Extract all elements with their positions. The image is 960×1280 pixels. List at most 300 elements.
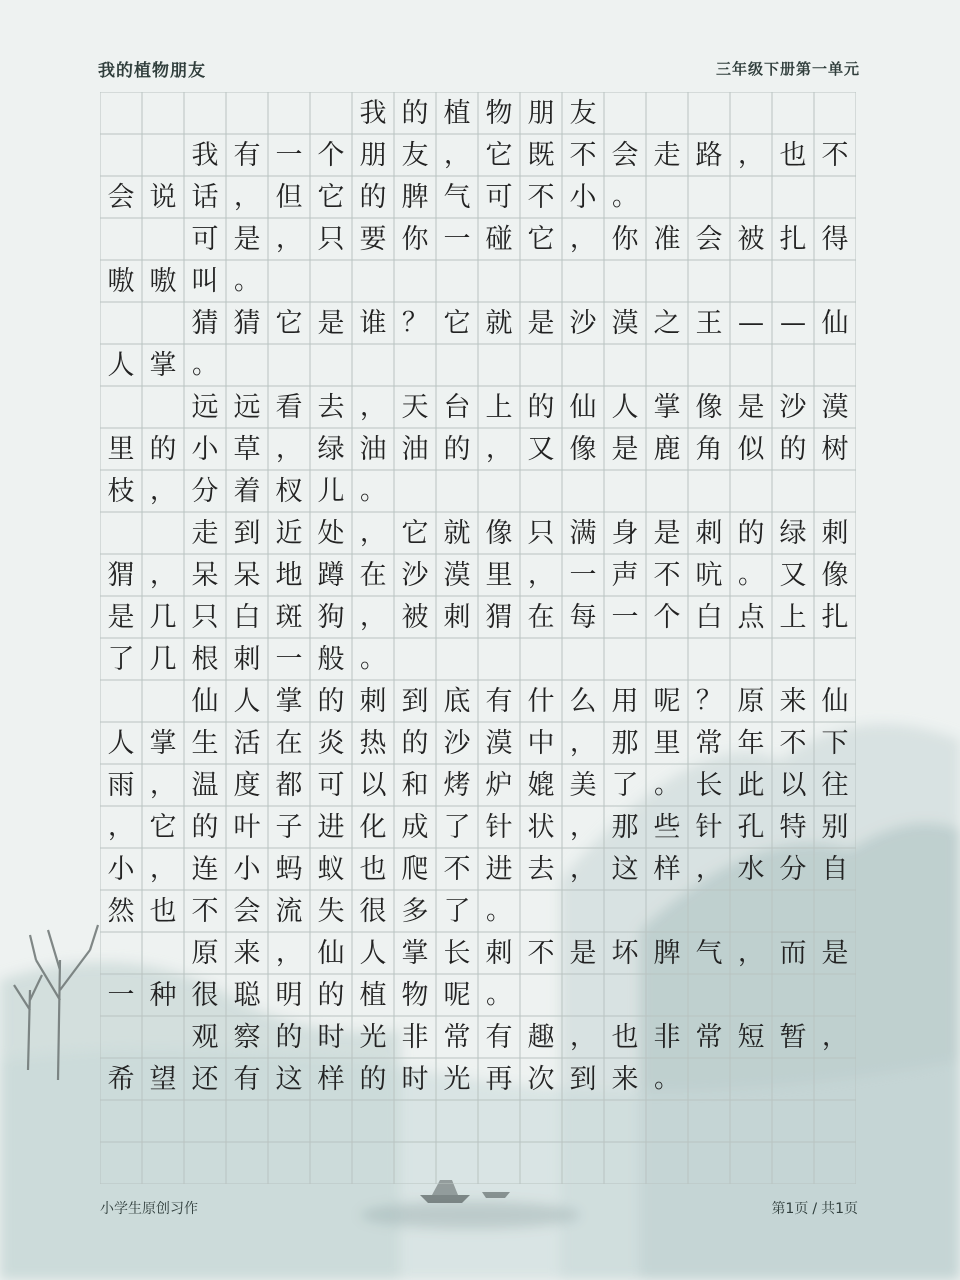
paragraph-7-char: ， [737,938,764,968]
header-essay-title: 我的植物朋友 [98,61,206,81]
paragraph-5-char: 近 [275,517,303,549]
paragraph-5-char: 里 [485,559,513,591]
paragraph-8-char: 光 [443,1063,471,1095]
paragraph-6-char: 生 [191,727,219,759]
paragraph-6-char: 失 [317,895,345,927]
paragraph-6-char: ？ [695,686,722,716]
paragraph-6-char: 底 [443,685,471,717]
paragraph-6-char: ， [569,854,596,884]
paragraph-6-char: 叶 [233,811,261,843]
paragraph-7-char: 一 [107,979,135,1011]
paragraph-1-char: 朋 [359,139,387,171]
title-char: 物 [485,97,513,129]
paragraph-4-char: 沙 [779,391,807,423]
paragraph-5-char: 几 [149,601,177,633]
paragraph-5-char: 身 [611,517,639,549]
paragraph-4-char: 角 [695,433,723,465]
paragraph-6-char: 。 [653,770,680,800]
paragraph-4-char: 台 [443,391,471,423]
paragraph-6-char: 可 [317,769,345,801]
paragraph-4-char: 是 [611,433,639,465]
paragraph-4-char: 鹿 [653,433,681,465]
paragraph-6-char: 自 [821,853,849,885]
paragraph-5-char: 。 [359,644,386,674]
paragraph-6-char: 热 [359,727,387,759]
paragraph-8-char: 希 [107,1063,135,1095]
paragraph-5-char: 只 [527,517,555,549]
paragraph-3-char: 人 [107,349,135,381]
paragraph-8-char: 暂 [779,1021,807,1053]
paragraph-4-char: ， [359,392,386,422]
paragraph-6-char: 到 [401,685,429,717]
paragraph-4-char: 去 [317,391,345,423]
paragraph-6-char: 在 [275,727,303,759]
paragraph-7-char: 长 [443,937,471,969]
paragraph-5-char: 每 [569,601,597,633]
paragraph-7-char: 原 [191,937,219,969]
paragraph-6-char: 掌 [149,727,177,759]
paragraph-5-char: 上 [779,601,807,633]
paragraph-6-char: 活 [233,727,261,759]
paragraph-2-char: 只 [317,223,345,255]
paragraph-5-char: 白 [233,601,261,633]
paragraph-5-char: 地 [275,559,303,591]
paragraph-7-char: 种 [149,979,177,1011]
paragraph-5-char: 吭 [695,559,723,591]
paragraph-4-char: 草 [233,433,261,465]
paragraph-6-char: 蚂 [275,853,303,885]
paragraph-3-char: — [738,308,764,338]
paragraph-5-char: 到 [233,517,261,549]
paragraph-6-char: 中 [527,727,555,759]
paragraph-3-char: 它 [275,307,303,339]
paragraph-7-char: 的 [317,979,345,1011]
paragraph-5-char: 个 [653,601,681,633]
paragraph-2-char: 你 [611,223,639,255]
paragraph-5-char: 刺 [233,643,261,675]
paragraph-6-char: 子 [275,811,303,843]
paragraph-7-char: 气 [695,937,723,969]
paragraph-3-char: 仙 [821,307,849,339]
paragraph-4-char: 里 [107,433,135,465]
paragraph-2-char: 嗷 [149,265,177,297]
paragraph-5-char: 蹲 [317,559,345,591]
paragraph-6-char: 孔 [737,811,765,843]
paragraph-6-char: 原 [737,685,765,717]
paragraph-1-char: 有 [233,139,261,171]
paragraph-6-char: 往 [821,769,849,801]
paragraph-8-char: 非 [401,1021,429,1053]
paragraph-1-char: 走 [653,139,681,171]
title-char: 友 [569,97,597,129]
paragraph-6-char: 分 [779,853,807,885]
paragraph-7-char: 物 [401,979,429,1011]
paragraph-6-char: 流 [275,895,303,927]
paragraph-5-char: 几 [149,643,177,675]
paragraph-6-char: 不 [191,895,219,927]
paragraph-5-char: 一 [569,559,597,591]
paragraph-5-char: 根 [191,643,219,675]
paragraph-5-char: 是 [107,601,135,633]
paragraph-2-char: 被 [737,223,765,255]
paragraph-8-char: ， [821,1022,848,1052]
paragraph-5-char: 猬 [107,559,135,591]
paragraph-4-char: 绿 [317,433,345,465]
paragraph-6-char: 小 [107,853,135,885]
paragraph-6-char: 样 [653,853,681,885]
paragraph-4-char: 看 [275,391,303,423]
paragraph-5-char: 像 [485,517,513,549]
paragraph-4-char: 天 [401,391,429,423]
paragraph-4-char: 是 [737,391,765,423]
paragraph-6-char: 水 [737,853,765,885]
paragraph-5-char: 就 [443,517,471,549]
paragraph-4-char: 小 [191,433,219,465]
paragraph-3-char: 就 [485,307,513,339]
paragraph-6-char: ， [569,728,596,758]
paragraph-8-char: 。 [653,1064,680,1094]
paragraph-6-char: 此 [737,769,765,801]
paragraph-6-char: 美 [569,769,597,801]
paragraph-5-char: 绿 [779,517,807,549]
composition-grid [100,92,856,1184]
paragraph-5-char: 点 [737,601,765,633]
page-indicator [769,1198,860,1218]
paragraph-6-char: 那 [611,727,639,759]
paragraph-6-char: 年 [737,727,765,759]
paragraph-3-char: 掌 [149,349,177,381]
paragraph-7-char: 坏 [611,937,639,969]
paragraph-3-char: 它 [443,307,471,339]
paragraph-1-char: ， [737,140,764,170]
paragraph-8-char: 时 [401,1063,429,1095]
paragraph-1-char: 不 [527,181,555,213]
paragraph-6-char: 沙 [443,727,471,759]
paragraph-6-char: 的 [317,685,345,717]
paragraph-5-char: 在 [527,601,555,633]
paragraph-1-char: 不 [821,139,849,171]
paragraph-5-char: 的 [737,517,765,549]
paragraph-6-char: 多 [401,895,429,927]
paragraph-8-char: 察 [233,1021,261,1053]
paragraph-6-char: 成 [401,811,429,843]
paragraph-8-char: 这 [275,1063,303,1095]
paragraph-6-char: 它 [149,811,177,843]
paragraph-1-char: 但 [275,181,303,213]
paragraph-6-char: 人 [233,685,261,717]
paragraph-6-char: 仙 [821,685,849,717]
paragraph-4-char: 远 [233,391,261,423]
paragraph-3-char: 猜 [233,307,261,339]
paragraph-6-char: 化 [359,811,387,843]
paragraph-6-char: 那 [611,811,639,843]
paragraph-8-char: 次 [527,1063,555,1095]
paragraph-5-char: 斑 [275,601,303,633]
page-current: 第1页 [771,1201,809,1217]
paragraph-6-char: 以 [779,769,807,801]
paragraph-4-char: 的 [149,433,177,465]
paragraph-2-char: 是 [233,223,261,255]
paragraph-7-char: 聪 [233,979,261,1011]
paragraph-6-char: 的 [191,811,219,843]
paragraph-2-char: 扎 [779,223,807,255]
paragraph-6-char: 很 [359,895,387,927]
paragraph-4-char: 人 [611,391,639,423]
paragraph-1-char: 它 [317,181,345,213]
paragraph-8-char: 常 [695,1021,723,1053]
paragraph-6-char: 以 [359,769,387,801]
paragraph-5-char: 呆 [233,559,261,591]
paragraph-5-char: 声 [611,559,639,591]
paragraph-4-char: 油 [401,433,429,465]
page-header [98,50,860,80]
paragraph-7-char: ， [275,938,302,968]
paragraph-6-char: 仙 [191,685,219,717]
paragraph-1-char: 小 [569,181,597,213]
paragraph-6-char: 用 [611,685,639,717]
paragraph-6-char: 呢 [653,685,681,717]
paragraph-8-char: 望 [149,1063,177,1095]
paragraph-6-char: 小 [233,853,261,885]
paragraph-5-char: 处 [317,517,345,549]
paragraph-2-char: 要 [359,223,387,255]
paragraph-6-char: 状 [527,811,555,843]
paragraph-1-char: 。 [611,182,638,212]
paragraph-7-char: 不 [527,937,555,969]
paragraph-8-char: 观 [191,1021,219,1053]
paragraph-5-char: 一 [275,643,303,675]
paragraph-7-char: 。 [485,980,512,1010]
paragraph-5-char: 扎 [821,601,849,633]
paragraph-4-char: ， [149,476,176,506]
paragraph-8-char: 趣 [527,1021,555,1053]
paragraph-2-char: ， [275,224,302,254]
paragraph-5-char: 不 [653,559,681,591]
paragraph-6-char: 进 [485,853,513,885]
paragraph-6-char: 特 [779,811,807,843]
paragraph-8-char: 再 [485,1063,513,1095]
paragraph-4-char: 。 [359,476,386,506]
paragraph-7-char: 是 [569,937,597,969]
paragraph-1-char: 会 [107,181,135,213]
paragraph-3-char: 是 [317,307,345,339]
paragraph-5-char: 般 [317,643,345,675]
paragraph-7-char: 刺 [485,937,513,969]
paragraph-3-char: 谁 [359,307,387,339]
paragraph-4-char: 的 [443,433,471,465]
paragraph-3-char: 王 [695,307,723,339]
paragraph-8-char: 时 [317,1021,345,1053]
paragraph-6-char: 度 [233,769,261,801]
paragraph-1-char: 不 [569,139,597,171]
paragraph-8-char: 也 [611,1021,639,1053]
paragraph-4-char: 上 [485,391,513,423]
paragraph-6-char: 常 [695,727,723,759]
paragraph-7-char: 而 [779,937,807,969]
paragraph-1-char: 它 [485,139,513,171]
paragraph-5-char: ， [359,602,386,632]
paragraph-6-char: 长 [695,769,723,801]
paragraph-4-char: 油 [359,433,387,465]
paragraph-4-char: ， [275,434,302,464]
paragraph-5-char: 沙 [401,559,429,591]
paragraph-6-char: 么 [569,685,597,717]
paragraph-5-char: ， [149,560,176,590]
paragraph-2-char: 得 [821,223,849,255]
paragraph-5-char: ， [527,560,554,590]
paragraph-6-char: 雨 [107,769,135,801]
paragraph-4-char: 掌 [653,391,681,423]
paragraph-4-char: 又 [527,433,555,465]
paragraph-6-char: 炉 [485,769,513,801]
paragraph-8-char: 的 [359,1063,387,1095]
paragraph-6-char: 刺 [359,685,387,717]
paragraph-7-char: 来 [233,937,261,969]
paragraph-7-char: 人 [359,937,387,969]
paragraph-8-char: 有 [485,1021,513,1053]
paragraph-5-char: 狗 [317,601,345,633]
paragraph-7-char: 仙 [317,937,345,969]
paragraph-1-char: 路 [695,139,723,171]
paragraph-2-char: 会 [695,223,723,255]
paragraph-3-char: 猜 [191,307,219,339]
paragraph-5-char: 像 [821,559,849,591]
paragraph-2-char: 一 [443,223,471,255]
paragraph-6-char: 这 [611,853,639,885]
paragraph-4-char: 树 [821,433,849,465]
paragraph-5-char: 刺 [443,601,471,633]
paragraph-8-char: 来 [611,1063,639,1095]
paragraph-5-char: 在 [359,559,387,591]
paragraph-6-char: 来 [779,685,807,717]
paragraph-1-char: 气 [443,181,471,213]
paragraph-6-char: 了 [611,769,639,801]
paragraph-5-char: 刺 [695,517,723,549]
paragraph-4-char: 的 [779,433,807,465]
paragraph-2-char: 嗷 [107,265,135,297]
paragraph-2-char: 碰 [485,223,513,255]
paragraph-4-char: 分 [191,475,219,507]
paragraph-3-char: 。 [191,350,218,380]
paragraph-1-char: 友 [401,139,429,171]
paragraph-5-char: 只 [191,601,219,633]
paragraph-5-char: 满 [569,517,597,549]
paragraph-3-char: 沙 [569,307,597,339]
paragraph-1-char: 既 [527,139,555,171]
paragraph-6-char: ， [695,854,722,884]
title-char: 的 [401,97,429,129]
paragraph-7-char: 是 [821,937,849,969]
paragraph-3-char: — [780,308,806,338]
paragraph-6-char: 漠 [485,727,513,759]
paragraph-4-char: 仙 [569,391,597,423]
paragraph-7-char: 脾 [653,937,681,969]
paragraph-7-char: 植 [359,979,387,1011]
paragraph-6-char: 下 [821,727,849,759]
paragraph-6-char: 蚁 [317,853,345,885]
paragraph-5-char: 是 [653,517,681,549]
paragraph-6-char: 不 [779,727,807,759]
paragraph-4-char: 远 [191,391,219,423]
paragraph-2-char: ， [569,224,596,254]
paragraph-8-char: 光 [359,1021,387,1053]
paragraph-5-char: 了 [107,643,135,675]
page-total: 共1页 [821,1201,858,1217]
paragraph-3-char: ？ [401,308,428,338]
paragraph-6-char: 有 [485,685,513,717]
paragraph-6-char: 爬 [401,853,429,885]
paragraph-5-char: 又 [779,559,807,591]
paragraph-6-char: 针 [485,811,513,843]
paragraph-8-char: 样 [317,1063,345,1095]
paragraph-1-char: 说 [149,181,177,213]
paragraph-6-char: 针 [695,811,723,843]
paragraph-6-char: 了 [443,895,471,927]
paragraph-5-char: 白 [695,601,723,633]
paragraph-1-char: 会 [611,139,639,171]
paragraph-6-char: 炎 [317,727,345,759]
paragraph-1-char: 一 [275,139,303,171]
paragraph-6-char: 和 [401,769,429,801]
page-separator: / [812,1201,818,1217]
paragraph-6-char: 。 [485,896,512,926]
paragraph-4-char: 像 [695,391,723,423]
paragraph-5-char: 猬 [485,601,513,633]
paragraph-1-char: ， [443,140,470,170]
paragraph-6-char: 些 [653,811,681,843]
paragraph-6-char: ， [569,812,596,842]
paragraph-5-char: 它 [401,517,429,549]
paragraph-1-char: 个 [317,139,345,171]
paragraph-5-char: 漠 [443,559,471,591]
paragraph-6-char: 的 [401,727,429,759]
paragraph-4-char: 像 [569,433,597,465]
paragraph-4-char: 漠 [821,391,849,423]
paragraph-6-char: 掌 [275,685,303,717]
paragraph-2-char: 叫 [191,265,219,297]
paragraph-1-char: 脾 [401,181,429,213]
footer-label: 小学生原创习作 [100,1201,198,1217]
paragraph-4-char: 枝 [107,475,135,507]
paragraph-8-char: 到 [569,1063,597,1095]
paragraph-6-char: 别 [821,811,849,843]
paragraph-6-char: 会 [233,895,261,927]
paragraph-5-char: 一 [611,601,639,633]
paragraph-8-char: 还 [191,1063,219,1095]
page-footer [100,1198,860,1222]
title-char: 我 [359,97,387,129]
paragraph-3-char: 是 [527,307,555,339]
title-char: 朋 [527,97,555,129]
paragraph-1-char: 可 [485,181,513,213]
paragraph-3-char: 之 [653,307,681,339]
paragraph-6-char: 进 [317,811,345,843]
paragraph-5-char: 。 [737,560,764,590]
paragraph-1-char: 的 [359,181,387,213]
paragraph-5-char: 呆 [191,559,219,591]
paragraph-4-char: 杈 [275,475,303,507]
paragraph-6-char: 然 [107,895,135,927]
paragraph-5-char: 走 [191,517,219,549]
paragraph-8-char: 非 [653,1021,681,1053]
paragraph-2-char: 准 [653,223,681,255]
paragraph-7-char: 明 [275,979,303,1011]
paragraph-8-char: 常 [443,1021,471,1053]
paragraph-6-char: 不 [443,853,471,885]
paragraph-4-char: 儿 [317,475,345,507]
paragraph-6-char: 了 [443,811,471,843]
paragraph-2-char: 它 [527,223,555,255]
